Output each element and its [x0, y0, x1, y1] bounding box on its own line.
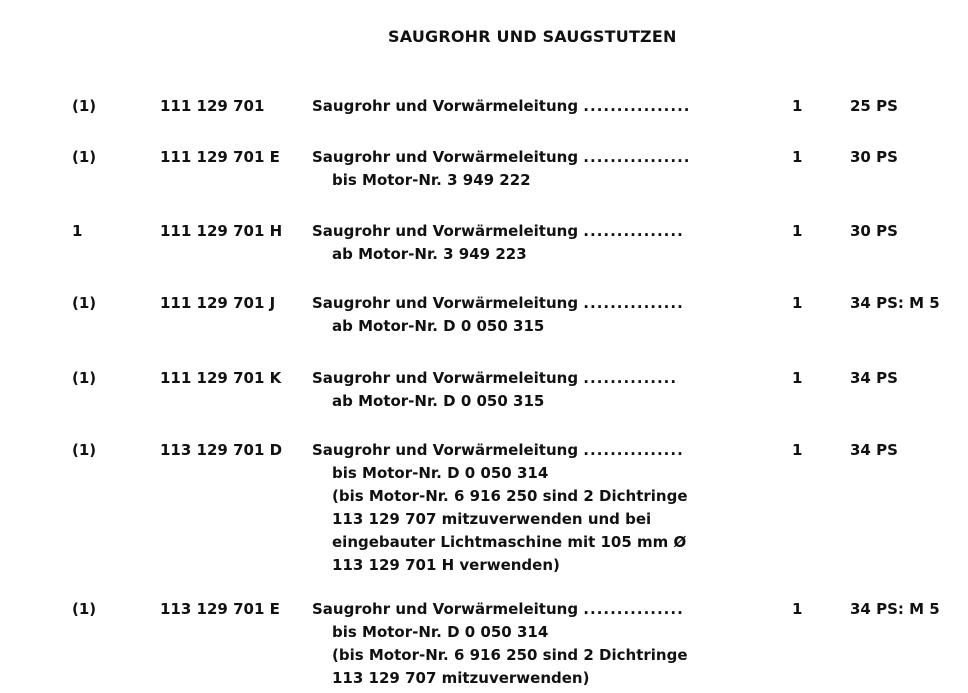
part-description: Saugrohr und Vorwärmeleitung ............... bis Motor-Nr. D 0 050 314 (bis Motor-Nr. 6 916 250 sind 2 Dichtringe 113 129 707 mitzuverwenden) [312, 598, 762, 690]
description-line: 113 129 707 mitzuverwenden und bei [332, 510, 652, 528]
engine-power: 34 PS: M 5 [850, 294, 940, 312]
description-line: ab Motor-Nr. 3 949 223 [332, 245, 527, 263]
quantity: 1 [792, 222, 803, 240]
part-description: Saugrohr und Vorwärmeleitung ............... ab Motor-Nr. D 0 050 315 [312, 292, 762, 338]
part-number: 111 129 701 J [160, 294, 276, 312]
row-prefix: (1) [72, 148, 97, 166]
part-number: 111 129 701 [160, 97, 265, 115]
quantity: 1 [792, 369, 803, 387]
part-description: Saugrohr und Vorwärmeleitung ............... ab Motor-Nr. 3 949 223 [312, 220, 762, 266]
page-title: SAUGROHR UND SAUGSTUTZEN [388, 27, 677, 46]
engine-power: 30 PS [850, 148, 898, 166]
row-prefix: (1) [72, 600, 97, 618]
row-prefix: (1) [72, 441, 97, 459]
description-line: bis Motor-Nr. 3 949 222 [332, 171, 531, 189]
quantity: 1 [792, 600, 803, 618]
row-prefix: (1) [72, 294, 97, 312]
description-line: 113 129 707 mitzuverwenden) [332, 669, 590, 687]
part-number: 111 129 701 E [160, 148, 280, 166]
part-number: 113 129 701 E [160, 600, 280, 618]
description-line: 113 129 701 H verwenden) [332, 556, 560, 574]
part-description: Saugrohr und Vorwärmeleitung ................ [312, 97, 691, 115]
quantity: 1 [792, 441, 803, 459]
part-number: 113 129 701 D [160, 441, 283, 459]
part-number: 111 129 701 H [160, 222, 283, 240]
engine-power: 30 PS [850, 222, 898, 240]
engine-power: 34 PS [850, 441, 898, 459]
description-line: (bis Motor-Nr. 6 916 250 sind 2 Dichtringe [332, 487, 688, 505]
row-prefix: 1 [72, 222, 83, 240]
engine-power: 34 PS: M 5 [850, 600, 940, 618]
quantity: 1 [792, 97, 803, 115]
description-line: bis Motor-Nr. D 0 050 314 [332, 464, 549, 482]
part-description: Saugrohr und Vorwärmeleitung ................ bis Motor-Nr. 3 949 222 [312, 146, 762, 192]
row-prefix: (1) [72, 369, 97, 387]
description-line: eingebauter Lichtmaschine mit 105 mm Ø [332, 533, 687, 551]
part-description: Saugrohr und Vorwärmeleitung ............... bis Motor-Nr. D 0 050 314 (bis Motor-Nr. 6 916 250 sind 2 Dichtringe 113 129 707 mitzuverwenden und bei eingebauter Lichtmaschine mit 105 mm Ø 113 129 701 H verwenden) [312, 439, 762, 577]
part-number: 111 129 701 K [160, 369, 282, 387]
description-line: ab Motor-Nr. D 0 050 315 [332, 317, 545, 335]
description-line: ab Motor-Nr. D 0 050 315 [332, 392, 545, 410]
description-line: bis Motor-Nr. D 0 050 314 [332, 623, 549, 641]
description-line: (bis Motor-Nr. 6 916 250 sind 2 Dichtringe [332, 646, 688, 664]
quantity: 1 [792, 148, 803, 166]
engine-power: 34 PS [850, 369, 898, 387]
row-prefix: (1) [72, 97, 97, 115]
engine-power: 25 PS [850, 97, 898, 115]
part-description: Saugrohr und Vorwärmeleitung .............. ab Motor-Nr. D 0 050 315 [312, 367, 762, 413]
quantity: 1 [792, 294, 803, 312]
